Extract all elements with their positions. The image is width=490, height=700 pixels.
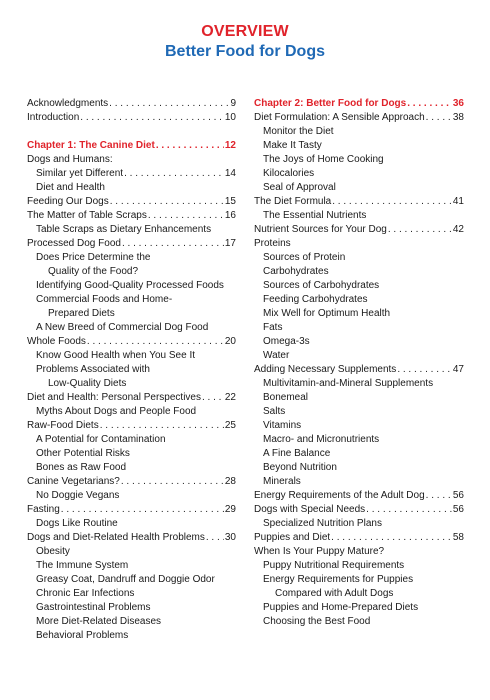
toc-entry [27, 447, 236, 461]
toc-dot-leader [426, 111, 452, 125]
toc-entry-title: Proteins [254, 238, 291, 249]
toc-entry-title: Raw-Food Diets [27, 420, 99, 431]
toc-entry-title: Puppies and Home-Prepared Diets [263, 602, 419, 613]
toc-dot-leader [122, 237, 224, 251]
toc-entry [254, 475, 464, 489]
toc-page-number: 58 [452, 532, 464, 543]
toc-entry-title: Kilocalories [263, 168, 315, 179]
toc-entry-title: Bonemeal [263, 392, 309, 403]
toc-entry [27, 573, 236, 587]
toc-entry-title: The Diet Formula [254, 196, 332, 207]
toc-page-number: 38 [452, 112, 464, 123]
toc-chapter-heading [27, 139, 236, 153]
toc-entry [27, 517, 236, 531]
toc-page-number: 16 [224, 210, 236, 221]
toc-page-number: 22 [224, 392, 236, 403]
toc-entry-title: Minerals [263, 476, 301, 487]
toc-entry [27, 251, 236, 265]
toc-entry [27, 237, 236, 251]
toc-entry [27, 195, 236, 209]
toc-dot-leader [61, 503, 224, 517]
toc-dot-leader [426, 489, 452, 503]
toc-entry-title: Nutrient Sources for Your Dog [254, 224, 387, 235]
toc-entry-title: Dogs and Humans: [27, 154, 113, 165]
toc-entry-title: Diet and Health [36, 182, 105, 193]
toc-entry-title: The Joys of Home Cooking [263, 154, 384, 165]
toc-dot-leader [100, 419, 224, 433]
toc-entry-title: Processed Dog Food [27, 238, 121, 249]
toc-dot-leader [121, 475, 224, 489]
toc-entry-title: Fasting [27, 504, 60, 515]
toc-page-number: 28 [224, 476, 236, 487]
toc-entry [27, 503, 236, 517]
toc-entry-title: Whole Foods [27, 336, 86, 347]
toc-entry-title: Greasy Coat, Dandruff and Doggie Odor [36, 574, 215, 585]
toc-entry [254, 377, 464, 391]
toc-page-number: 56 [452, 504, 464, 515]
toc-entry [254, 167, 464, 181]
toc-entry-title: Specialized Nutrition Plans [263, 518, 382, 529]
toc-dot-leader [87, 335, 224, 349]
toc-entry [254, 503, 464, 517]
toc-entry [254, 195, 464, 209]
toc-entry-title: Choosing the Best Food [263, 616, 371, 627]
toc-page-number: 17 [224, 238, 236, 249]
toc-entry-title: Dogs with Special Needs [254, 504, 366, 515]
toc-entry [27, 461, 236, 475]
toc-entry-title: Multivitamin-and-Mineral Supplements [263, 378, 434, 389]
toc-entry [27, 629, 236, 643]
toc-entry-title: Dogs and Diet-Related Health Problems [27, 532, 205, 543]
toc-entry-title: Myths About Dogs and People Food [36, 406, 197, 417]
toc-entry [27, 433, 236, 447]
toc-entry-title: Introduction [27, 112, 80, 123]
toc-dot-leader [148, 209, 224, 223]
toc-entry [27, 475, 236, 489]
toc-entry-title: A New Breed of Commercial Dog Food [36, 322, 209, 333]
toc-entry-title: A Fine Balance [263, 448, 331, 459]
toc-entry [254, 349, 464, 363]
toc-right-column [254, 97, 464, 629]
toc-entry [254, 615, 464, 629]
toc-entry [27, 489, 236, 503]
toc-page-number: 56 [452, 490, 464, 501]
toc-entry [254, 433, 464, 447]
toc-entry-title: The Immune System [36, 560, 129, 571]
toc-entry [27, 601, 236, 615]
toc-page-number: 14 [224, 168, 236, 179]
toc-dot-leader [397, 363, 452, 377]
toc-entry-title: Beyond Nutrition [263, 462, 337, 473]
toc-entry-title: Chronic Ear Infections [36, 588, 135, 599]
toc-entry-title: Energy Requirements of the Adult Dog [254, 490, 425, 501]
toc-entry-title: The Matter of Table Scraps [27, 210, 147, 221]
toc-entry-title: Seal of Approval [263, 182, 336, 193]
toc-dot-leader [124, 167, 224, 181]
toc-entry-title: Dogs Like Routine [36, 518, 118, 529]
toc-entry [254, 111, 464, 125]
toc-entry-title: Sources of Carbohydrates [263, 280, 380, 291]
toc-page-number: 29 [224, 504, 236, 515]
toc-entry-title: Acknowledgments [27, 98, 109, 109]
toc-entry-title: Puppies and Diet [254, 532, 331, 543]
toc-page-number: 41 [452, 196, 464, 207]
toc-dot-leader [332, 195, 452, 209]
toc-entry [254, 265, 464, 279]
toc-left-column [27, 97, 236, 643]
toc-entry [254, 601, 464, 615]
toc-entry [27, 405, 236, 419]
toc-entry [254, 405, 464, 419]
toc-entry [27, 531, 236, 545]
toc-entry-title: Fats [263, 322, 283, 333]
page-title: OVERVIEW [201, 23, 289, 40]
toc-entry [254, 251, 464, 265]
toc-entry-title: Vitamins [263, 420, 302, 431]
toc-page-number: 36 [452, 98, 464, 109]
toc-entry [27, 265, 236, 279]
toc-entry [254, 545, 464, 559]
toc-entry-title: Canine Vegetarians? [27, 476, 120, 487]
toc-entry [254, 237, 464, 251]
toc-entry-title: Omega-3s [263, 336, 310, 347]
toc-page-number: 15 [224, 196, 236, 207]
toc-entry-title: When Is Your Puppy Mature? [254, 546, 385, 557]
toc-entry [254, 559, 464, 573]
toc-entry [254, 279, 464, 293]
toc-dot-leader [388, 223, 452, 237]
toc-entry-title: Identifying Good-Quality Processed Foods [36, 280, 224, 291]
toc-entry-title: Carbohydrates [263, 266, 329, 277]
toc-entry-title: Problems Associated with [36, 364, 150, 375]
toc-entry-title: No Doggie Vegans [36, 490, 120, 501]
toc-entry-title: Does Price Determine the [36, 252, 151, 263]
toc-chapter-heading [254, 97, 464, 111]
toc-page-number: 12 [224, 140, 236, 151]
toc-entry [27, 279, 236, 293]
toc-entry [254, 139, 464, 153]
toc-entry [254, 517, 464, 531]
toc-dot-leader [206, 531, 224, 545]
toc-entry [27, 391, 236, 405]
toc-entry-title: Feeding Our Dogs [27, 196, 109, 207]
toc-entry [27, 377, 236, 391]
toc-dot-leader [407, 97, 452, 111]
toc-entry-title: Low-Quality Diets [48, 378, 127, 389]
toc-dot-leader [109, 97, 229, 111]
toc-entry-title: Quality of the Food? [48, 266, 139, 277]
toc-entry-title: A Potential for Contamination [36, 434, 166, 445]
toc-entry [27, 307, 236, 321]
toc-entry-title: The Essential Nutrients [263, 210, 367, 221]
toc-dot-leader [110, 195, 224, 209]
toc-entry [254, 223, 464, 237]
toc-entry [27, 153, 236, 167]
toc-entry-title: Feeding Carbohydrates [263, 294, 368, 305]
toc-dot-leader [80, 111, 224, 125]
toc-entry [27, 167, 236, 181]
toc-entry-title: Table Scraps as Dietary Enhancements [36, 224, 212, 235]
toc-page-number: 30 [224, 532, 236, 543]
toc-page-number: 42 [452, 224, 464, 235]
toc-entry-title: Commercial Foods and Home- [36, 294, 173, 305]
toc-dot-leader [156, 139, 224, 153]
toc-entry [27, 587, 236, 601]
toc-entry [27, 545, 236, 559]
toc-entry [254, 125, 464, 139]
toc-entry-title: Chapter 1: The Canine Diet [27, 140, 155, 151]
toc-entry-title: Diet and Health: Personal Perspectives [27, 392, 201, 403]
toc-entry [254, 419, 464, 433]
toc-entry [254, 447, 464, 461]
toc-entry [27, 293, 236, 307]
toc-entry [254, 391, 464, 405]
toc-entry-title: More Diet-Related Diseases [36, 616, 162, 627]
toc-entry-title: Sources of Protein [263, 252, 346, 263]
toc-entry [254, 573, 464, 587]
toc-entry-title: Adding Necessary Supplements [254, 364, 397, 375]
toc-entry-title: Diet Formulation: A Sensible Approach [254, 112, 425, 123]
toc-entry [27, 349, 236, 363]
toc-page-number: 20 [224, 336, 236, 347]
toc-entry [27, 419, 236, 433]
toc-entry-title: Other Potential Risks [36, 448, 130, 459]
toc-entry [254, 153, 464, 167]
toc-entry [254, 321, 464, 335]
toc-entry [27, 97, 236, 111]
toc-entry-title: Similar yet Different [36, 168, 124, 179]
toc-entry [254, 293, 464, 307]
toc-entry-title: Prepared Diets [48, 308, 115, 319]
toc-entry [27, 559, 236, 573]
page-subtitle: Better Food for Dogs [165, 43, 325, 60]
toc-entry-title: Salts [263, 406, 286, 417]
toc-entry-title: Bones as Raw Food [36, 462, 127, 473]
toc-entry [254, 209, 464, 223]
toc-entry-title: Chapter 2: Better Food for Dogs [254, 98, 407, 109]
toc-entry-title: Mix Well for Optimum Health [263, 308, 391, 319]
toc-entry-title: Make It Tasty [263, 140, 322, 151]
toc-entry [254, 587, 464, 601]
toc-entry-title: Macro- and Micronutrients [263, 434, 380, 445]
toc-entry [27, 181, 236, 195]
toc-entry [27, 363, 236, 377]
page-header [0, 22, 490, 61]
toc-page-number: 9 [230, 98, 236, 109]
toc-entry-title: Puppy Nutritional Requirements [263, 560, 405, 571]
toc-entry-title: Monitor the Diet [263, 126, 334, 137]
toc-entry [254, 489, 464, 503]
toc-entry [27, 335, 236, 349]
toc-entry-title: Obesity [36, 546, 70, 557]
toc-page-number: 25 [224, 420, 236, 431]
toc-entry [254, 307, 464, 321]
toc-entry-title: Know Good Health when You See It [36, 350, 196, 361]
toc-entry-title: Water [263, 350, 290, 361]
toc-entry [27, 223, 236, 237]
toc-entry-title: Behavioral Problems [36, 630, 129, 641]
toc-entry [27, 209, 236, 223]
toc-page-number: 47 [452, 364, 464, 375]
toc-entry [254, 461, 464, 475]
toc-dot-leader [202, 391, 224, 405]
toc-entry-title: Energy Requirements for Puppies [263, 574, 414, 585]
toc-entry [27, 321, 236, 335]
toc-entry-title: Compared with Adult Dogs [275, 588, 394, 599]
toc-page-number: 10 [224, 112, 236, 123]
toc-entry [27, 111, 236, 125]
toc-dot-leader [331, 531, 452, 545]
toc-entry [254, 363, 464, 377]
toc-entry [254, 335, 464, 349]
toc-entry-title: Gastrointestinal Problems [36, 602, 151, 613]
toc-entry [254, 531, 464, 545]
toc-entry [254, 181, 464, 195]
toc-dot-leader [366, 503, 452, 517]
toc-entry [27, 615, 236, 629]
